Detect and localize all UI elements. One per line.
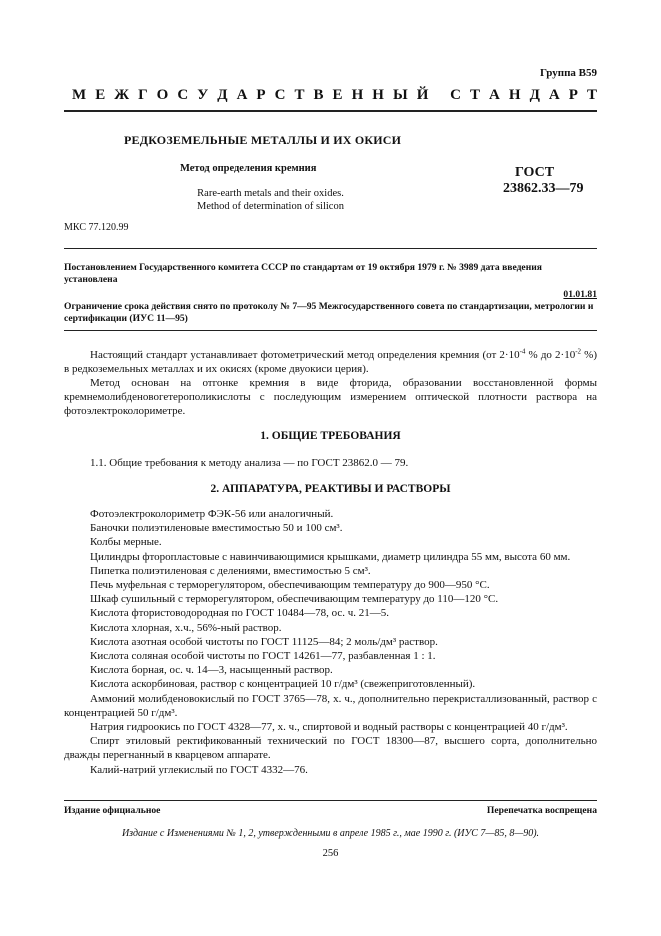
banner-letter: Ы — [392, 87, 408, 103]
intro-exp-1: -4 — [519, 347, 526, 356]
banner-letter: Г — [138, 87, 148, 103]
banner-letter: А — [548, 87, 560, 103]
list-item: Шкаф сушильный с терморегулятором, обеспечивающим температуру до 110—120 °С. — [90, 593, 499, 606]
banner-letter: М — [72, 87, 87, 103]
banner-letter: А — [236, 87, 248, 103]
list-item: Кислота хлорная, х.ч., 56%-ный раствор. — [90, 621, 282, 634]
english-title — [183, 187, 358, 213]
list-item: Кислота аскорбиновая, раствор с концентрацией 10 г/дм³ (свежеприготовленный). — [90, 678, 476, 691]
reprint-label: Перепечатка воспрещена — [486, 805, 597, 816]
banner-letter: Н — [351, 87, 364, 103]
banner-letter: С — [274, 87, 286, 103]
group-label: Группа В59 — [539, 67, 597, 79]
banner-letter: С — [177, 87, 189, 103]
banner-letter: Д — [217, 87, 228, 103]
banner-letter: Е — [332, 87, 343, 103]
list-item: Колбы мерные. — [90, 536, 162, 549]
edition-label: Издание официальное — [64, 805, 161, 816]
section-2-heading: 2. АППАРАТУРА, РЕАКТИВЫ И РАСТВОРЫ — [210, 483, 451, 495]
banner-letter: Н — [508, 87, 521, 103]
list-item: Баночки полиэтиленовые вместимостью 50 и 100 см³. — [90, 522, 343, 535]
banner-space — [437, 87, 441, 104]
standard-banner — [72, 87, 597, 104]
banner-letter: В — [313, 87, 324, 103]
page-number: 256 — [322, 848, 339, 859]
banner-letter: А — [489, 87, 500, 103]
intro-paragraph-1 — [64, 348, 597, 376]
banner-letter: Д — [529, 87, 540, 103]
list-item: Фотоэлектроколориметр ФЭК-56 или аналогичный. — [90, 508, 334, 520]
english-title-line-1: Rare-earth metals and their oxides. — [197, 188, 344, 199]
list-item: Печь муфельная с терморегулятором, обеспечивающим температуру до 900—950 °С. — [90, 579, 490, 592]
list-item: Кислота соляная особой чистоты по ГОСТ 14261—77, разбавленная 1 : 1. — [90, 650, 436, 663]
intro-p1-c: %) в редкоземельных металлах и их окисях (кроме двуокиси церия). — [64, 349, 597, 375]
intro-exp-2: -2 — [575, 347, 582, 356]
gost-label: ГОСТ — [515, 165, 555, 180]
intro-p1-a: Настоящий стандарт устанавливает фотометрический метод определения кремния (от 2·10 — [90, 349, 520, 361]
list-item: Калий-натрий углекислый по ГОСТ 4332—76. — [90, 763, 308, 776]
section-1-text: 1.1. Общие требования к методу анализа — по ГОСТ 23862.0 — 79. — [90, 457, 409, 469]
method-title: Метод определения кремния — [180, 163, 317, 174]
footer-rule — [64, 800, 597, 801]
banner-letter: Н — [372, 87, 384, 103]
changes-note: Издание с Изменениями № 1, 2, утвержденными в апреле 1985 г., мае 1990 г. (ИУС 7—85, 8—90). — [121, 828, 540, 839]
banner-letter: Й — [416, 87, 429, 103]
banner-letter: О — [156, 87, 169, 103]
banner-letter: Ж — [114, 87, 130, 103]
banner-letter: Р — [256, 87, 266, 103]
list-item: Натрия гидроокись по ГОСТ 4328—77, х. ч., спиртовой и водный растворы с концентрацией 40 г/дм³. — [90, 721, 568, 734]
list-item: Кислота борная, ос. ч. 14—3, насыщенный раствор. — [90, 664, 333, 677]
limitation-text: Ограничение срока действия снято по протоколу № 7—95 Межгосударственного совета по стандартизации, метрологии и сертификации (ИУС 11—95) — [64, 301, 594, 324]
section-1-heading: 1. ОБЩИЕ ТРЕБОВАНИЯ — [260, 430, 401, 442]
title-rule — [64, 248, 597, 249]
list-item: Цилиндры фторопластовые с навинчивающимися крышками, диаметр цилиндра 55 мм, высота 60 мм. — [90, 550, 571, 563]
list-item: Кислота азотная особой чистоты по ГОСТ 11125—84; 2 моль/дм³ раствор. — [90, 635, 438, 648]
banner-letter: У — [197, 87, 209, 103]
english-title-line-2: Method of determination of silicon — [197, 201, 344, 212]
decree-date: 01.01.81 — [563, 289, 597, 300]
list-item: Пипетка полиэтиленовая с делениями, вместимостью 5 см³. — [90, 564, 371, 577]
gost-number: 23862.33—79 — [503, 181, 584, 196]
intro-p1-b: % до 2·10 — [525, 349, 576, 361]
list-item: Спирт этиловый ректификованный технический по ГОСТ 18300—87, высшего сорта, дополнительно дважды перегнанный в кварцевом аппарате. — [64, 735, 597, 762]
mks-code: МКС 77.120.99 — [64, 222, 129, 233]
decree-rule — [64, 330, 597, 331]
document-title: РЕДКОЗЕМЕЛЬНЫЕ МЕТАЛЛЫ И ИХ ОКИСИ — [124, 133, 402, 147]
banner-letter: С — [450, 87, 461, 103]
decree-text: Постановлением Государственного комитета СССР по стандартам от 19 октября 1979 г. № 3989 дата введения установлена — [64, 262, 542, 285]
banner-letter: Е — [95, 87, 106, 103]
list-item: Кислота фтористоводородная по ГОСТ 10484—78, ос. ч. 21—5. — [90, 607, 390, 620]
banner-letter: Т — [294, 87, 305, 103]
banner-letter: Т — [586, 87, 597, 103]
intro-paragraph-2: Метод основан на отгонке кремния в виде фторида, образовании восстановленной формы кремнемолибденовогетерополикислоты с последующим измерением оптической плотности раствора на фотоэлектроколориметре. — [64, 377, 597, 417]
list-item: Аммоний молибденовокислый по ГОСТ 3765—78, х. ч., дополнительно перекристаллизованный, раствор с концентрацией 50 г/дм³. — [64, 692, 597, 719]
section-2-list — [64, 507, 597, 777]
banner-letter: Т — [470, 87, 481, 103]
banner-letter: Р — [568, 87, 578, 103]
header-rule — [64, 110, 597, 112]
